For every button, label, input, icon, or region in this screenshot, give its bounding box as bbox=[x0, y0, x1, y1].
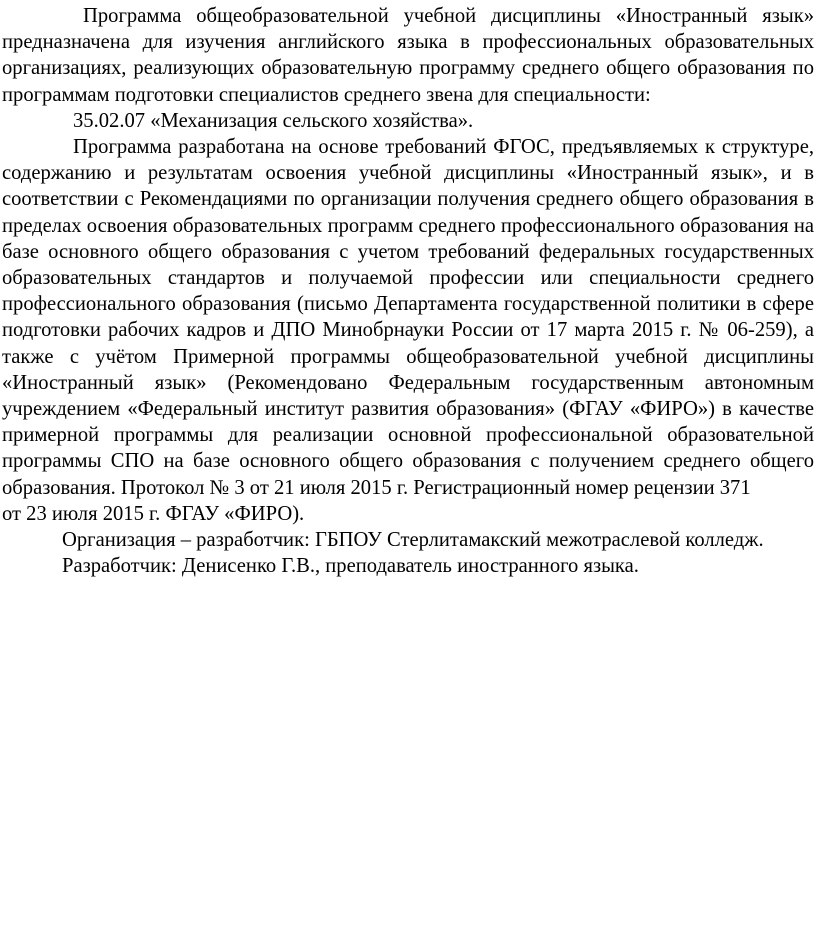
specialty-code-paragraph: 35.02.07 «Механизация сельского хозяйства». bbox=[73, 109, 474, 132]
developer-paragraph: Разработчик: Денисенко Г.В., преподаватель иностранного языка. bbox=[62, 555, 639, 578]
review-date-paragraph: от 23 июля 2015 г. ФГАУ «ФИРО). bbox=[2, 502, 305, 525]
intro-paragraph: Программа общеобразовательной учебной дисциплины «Иностранный язык» предназначена для изучения английского языка в профессиональных образовательных организациях, реализующих образовательную программу среднего общего образования по программам подготовки специалистов среднего звена для специальности: bbox=[2, 5, 814, 106]
organization-paragraph: Организация – разработчик: ГБПОУ Стерлитамакский межотраслевой колледж. bbox=[62, 529, 764, 552]
basis-paragraph: Программа разработана на основе требований ФГОС, предъявляемых к структуре, содержанию и результатам освоения учебной дисциплины «Иностранный язык», и в соответствии с Рекомендациями по организации получения среднего общего образования в пределах освоения образовательных программ среднего профессионального образования на базе основного общего образования с учетом требований федеральных государственных образовательных стандартов и получаемой профессии или специальности среднего профессионального образования (письмо Департамента государственной политики в сфере подготовки рабочих кадров и ДПО Минобрнауки России от 17 марта 2015 г. № 06-259), а также с учётом Примерной программы общеобразовательной учебной дисциплины «Иностранный язык» (Рекомендовано Федеральным государственным автономным учреждением «Федеральный институт развития образования» (ФГАУ «ФИРО») в качестве примерной программы для реализации основной профессиональной образовательной программы СПО на базе основного общего образования с получением среднего общего образования. Протокол № 3 от 21 июля 2015 г. Регистрационный номер рецензии 371 bbox=[2, 136, 814, 499]
